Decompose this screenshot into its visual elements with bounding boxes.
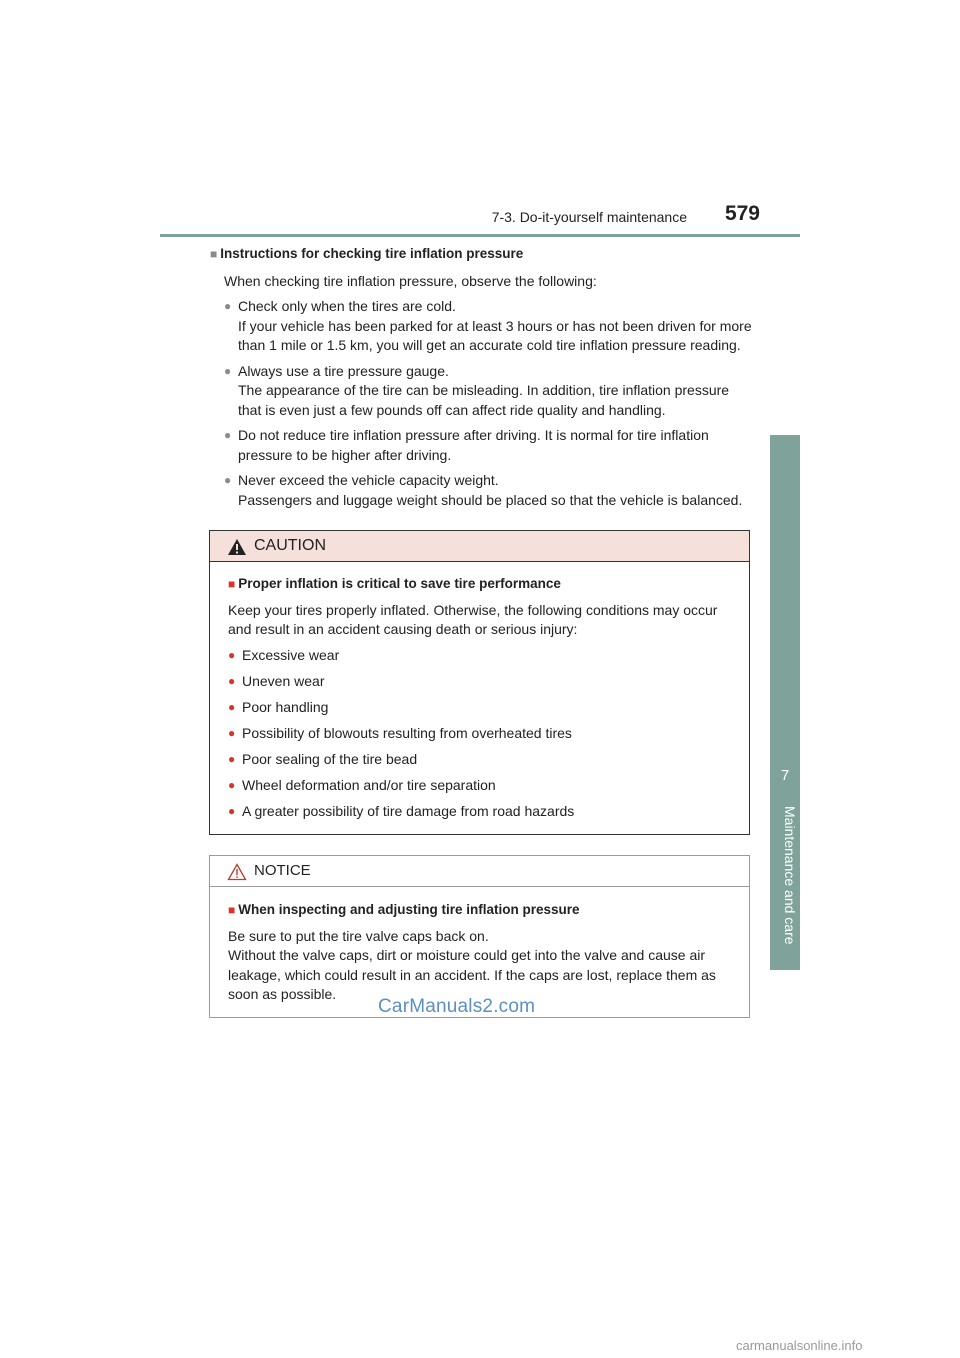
bullet-dot-icon: ● <box>228 648 236 662</box>
caution-intro: Keep your tires properly inflated. Otherwise, the following conditions may occur and result in an accident causing death or serious injury: <box>228 601 718 637</box>
caution-heading: ■ Proper inflation is critical to save tire performance <box>228 576 561 591</box>
chapter-label: Maintenance and care <box>782 806 798 945</box>
caution-body <box>210 562 749 822</box>
list-item: ● Do not reduce tire inflation pressure after driving. It is normal for tire inflation pressure to be higher after driving. <box>224 427 709 463</box>
list-item: ● Excessive wear <box>228 646 739 666</box>
main-content <box>210 244 755 510</box>
bullet-dot-icon: ● <box>224 428 232 442</box>
page-header <box>160 200 800 237</box>
notice-box <box>209 855 750 1018</box>
caution-box <box>209 530 750 835</box>
bullet-dot-icon: ● <box>224 299 232 313</box>
notice-heading: ■ When inspecting and adjusting tire inflation pressure <box>228 902 580 917</box>
warning-triangle-outline-icon <box>227 863 247 881</box>
notice-line-2: Without the valve caps, dirt or moisture could get into the valve and cause air leakage, which could result in an accident. If the caps are lost, replace them as soon as possible. <box>228 947 716 1002</box>
list-item: ● Uneven wear <box>228 672 739 692</box>
list-item: ● Poor sealing of the tire bead <box>228 750 739 770</box>
bullet-dot-icon: ● <box>224 363 232 378</box>
bullet-dot-icon: ● <box>224 473 232 487</box>
list-item: ● Wheel deformation and/or tire separation <box>228 776 739 796</box>
caution-header <box>210 531 749 562</box>
footer-watermark: carmanualsonline.info <box>736 1338 863 1353</box>
section-heading: ■ Instructions for checking tire inflation pressure <box>210 246 524 261</box>
square-bullet-icon: ■ <box>228 903 236 917</box>
bullet-dot-icon: ● <box>228 674 236 688</box>
page-number: 579 <box>724 202 760 225</box>
bullet-dot-icon: ● <box>228 804 236 818</box>
square-bullet-icon: ■ <box>228 577 236 591</box>
bullet-dot-icon: ● <box>228 700 236 714</box>
notice-title: NOTICE <box>254 862 311 879</box>
bullet-dot-icon: ● <box>228 726 236 740</box>
bullet-dot-icon: ● <box>228 778 236 792</box>
warning-triangle-icon <box>227 538 247 556</box>
list-item: ● Check only when the tires are cold. If your vehicle has been parked for at least 3 hours or has not been driven for more than 1 mile or 1.5 km, you will get an accurate cold tire inflation pressure reading. <box>224 298 752 353</box>
square-bullet-icon: ■ <box>210 247 218 261</box>
watermark: CarManuals2.com <box>378 996 536 1017</box>
bullet-dot-icon: ● <box>228 752 236 766</box>
list-item: ● Always use a tire pressure gauge. The appearance of the tire can be misleading. In addition, tire inflation pressure that is even just a few pounds off can affect ride quality and handling. <box>224 362 730 418</box>
list-item: ● A greater possibility of tire damage from road hazards <box>228 802 739 822</box>
section-title: 7-3. Do-it-yourself maintenance <box>491 209 687 225</box>
chapter-number: 7 <box>780 767 790 784</box>
list-item: ● Poor handling <box>228 698 739 718</box>
intro-text: When checking tire inflation pressure, observe the following: <box>224 272 597 289</box>
list-item: ● Never exceed the vehicle capacity weight. Passengers and luggage weight should be placed so that the vehicle is balanced. <box>224 472 743 508</box>
list-item: ● Possibility of blowouts resulting from overheated tires <box>228 724 739 744</box>
caution-title: CAUTION <box>254 537 326 554</box>
notice-body <box>210 887 749 1005</box>
notice-header <box>210 856 749 887</box>
notice-line-1: Be sure to put the tire valve caps back on. <box>228 927 489 944</box>
